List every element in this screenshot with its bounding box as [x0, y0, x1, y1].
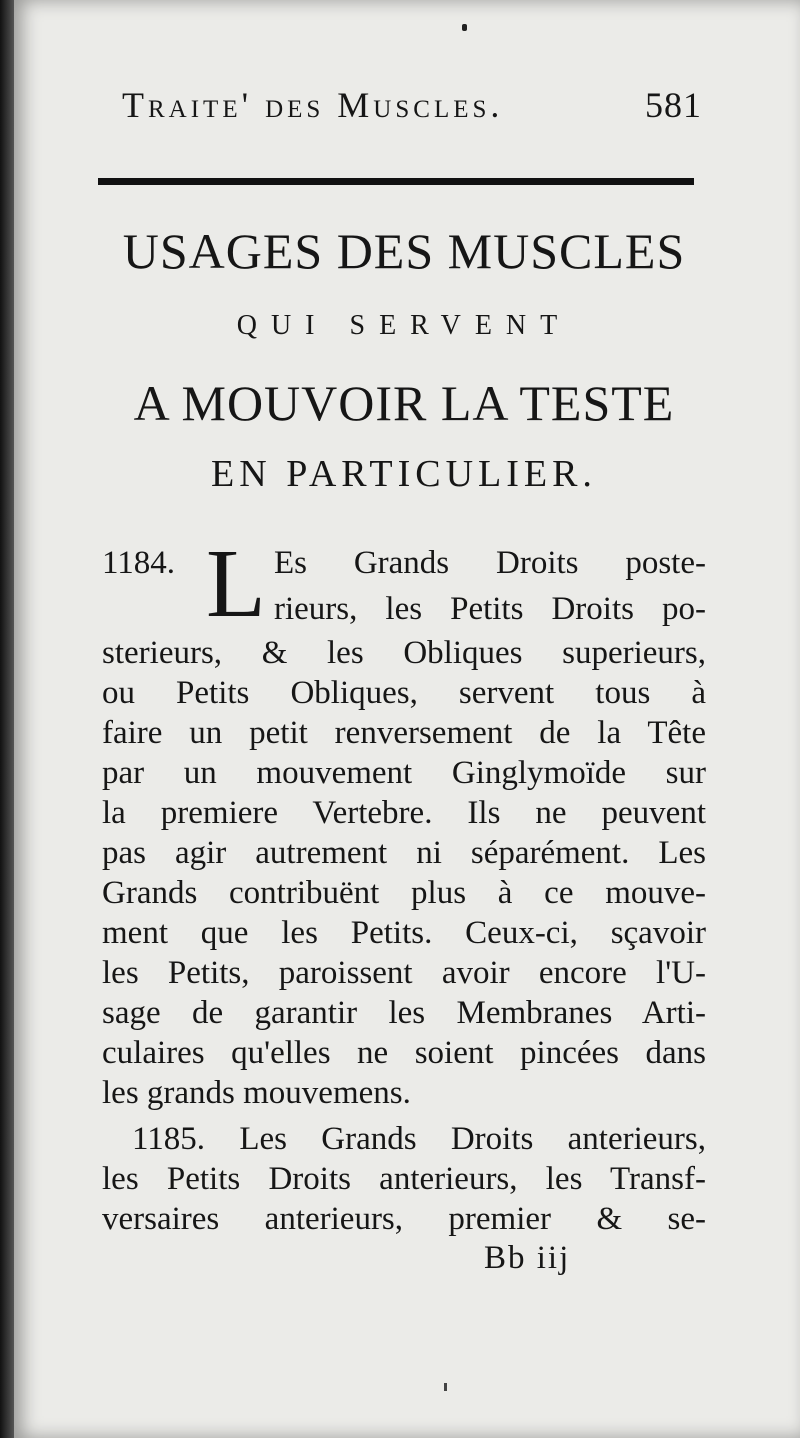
text-line: 1185. Les Grands Droits anterieurs,: [132, 1121, 706, 1157]
running-head-title: Traite' des Muscles.: [122, 85, 504, 125]
section-title-line-3: A MOUVOIR LA TESTE: [133, 375, 675, 431]
section-title-line-2: QUI SERVENT: [236, 310, 572, 341]
text-line: sterieurs, & les Obliques superieurs,: [102, 635, 706, 671]
text-line: la premiere Vertebre. Ils ne peuvent: [102, 795, 706, 831]
section-title-line-4: EN PARTICULIER.: [211, 453, 597, 495]
text-line: culaires qu'elles ne soient pincées dans: [102, 1035, 706, 1071]
paragraph-1184-opening: [102, 530, 706, 640]
signature-mark: Bb iij: [484, 1240, 571, 1276]
text-line: Grands contribuënt plus à ce mouve-: [102, 875, 706, 911]
text-line: pas agir autrement ni séparément. Les: [102, 835, 706, 871]
header-rule: [98, 178, 694, 185]
text-line: les Petits Droits anterieurs, les Transf-: [102, 1161, 706, 1197]
paragraph-number: 1184.: [102, 545, 176, 581]
text-line: les grands mouvemens.: [102, 1075, 411, 1111]
text-line: sage de garantir les Membranes Arti-: [102, 995, 706, 1031]
drop-cap: L: [206, 530, 266, 638]
text-line: ou Petits Obliques, servent tous à: [102, 675, 706, 711]
book-page: [14, 0, 800, 1438]
section-title-line-1: USAGES DES MUSCLES: [122, 223, 686, 279]
ink-mark-bottom: [444, 1383, 447, 1391]
page-number: 581: [645, 85, 702, 125]
text-line: versaires anterieurs, premier & se-: [102, 1201, 706, 1237]
running-head: [122, 84, 702, 132]
text-line: ment que les Petits. Ceux-ci, sçavoir: [102, 915, 706, 951]
text-line: faire un petit renversement de la Tête: [102, 715, 706, 751]
book-spine-shadow: [0, 0, 14, 1438]
text-line: les Petits, paroissent avoir encore l'U-: [102, 955, 706, 991]
ink-mark-top: [462, 24, 467, 31]
text-line: rieurs, les Petits Droits po-: [274, 591, 706, 627]
text-line: par un mouvement Ginglymoïde sur: [102, 755, 706, 791]
text-line: Es Grands Droits poste-: [274, 545, 706, 581]
